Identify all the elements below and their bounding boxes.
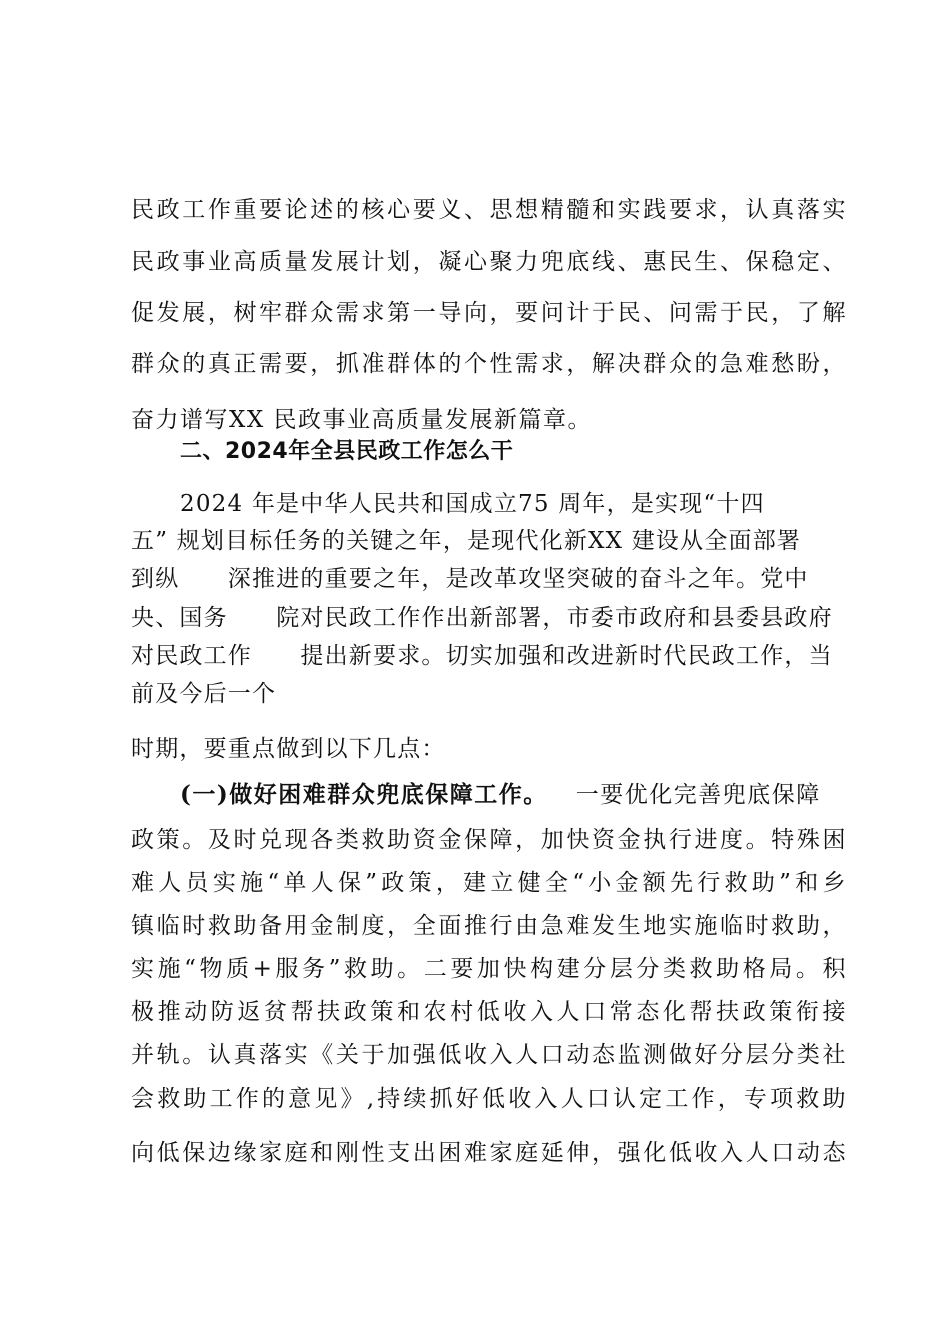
paragraph-line: 向低保边缘家庭和刚性支出困难家庭延伸，强化低收入人口动态: [131, 1140, 847, 1166]
paragraph-line: 并轨。认真落实《关于加强低收入人口动态监测做好分层分类社: [131, 1042, 847, 1068]
paragraph-line: 民政工作重要论述的核心要义、思想精髓和实践要求，认真落实: [131, 197, 847, 223]
paragraph-line: 五” 规划目标任务的关键之年，是现代化新XX 建设从全面部署: [131, 528, 802, 554]
paragraph-line: 到纵 深推进的重要之年，是改革攻坚突破的奋斗之年。党中: [131, 566, 809, 592]
paragraph-line: 群众的真正需要，抓准群体的个性需求，解决群众的急难愁盼，: [131, 351, 847, 377]
subsection-first-line: [180, 780, 821, 810]
paragraph-line: 会救助工作的意见》,持续抓好低收入人口认定工作，专项救助: [131, 1086, 847, 1112]
paragraph-line: 促发展，树牢群众需求第一导向，要问计于民、问需于民，了解: [131, 300, 847, 326]
paragraph-line: 民政事业高质量发展计划，凝心聚力兜底线、惠民生、保稳定、: [131, 249, 847, 275]
subsection-title: (一)做好困难群众兜底保障工作。: [180, 781, 548, 808]
paragraph-line: 奋力谱写XX 民政事业高质量发展新篇章。: [131, 407, 593, 433]
paragraph-line: 对民政工作 提出新要求。切实加强和改进新时代民政工作，当: [131, 643, 833, 669]
paragraph-line: 政策。及时兑现各类救助资金保障，加快资金执行进度。特殊困: [131, 827, 847, 853]
paragraph-line: 前及今后一个: [131, 681, 277, 707]
paragraph-line: 实施“物质+服务”救助。二要加快构建分层分类救助格局。积: [131, 956, 847, 982]
paragraph-line: 极推动防返贫帮扶政策和农村低收入人口常态化帮扶政策衔接: [131, 999, 847, 1025]
paragraph-line: 难人员实施“单人保”政策，建立健全“小金额先行救助”和乡: [131, 870, 847, 896]
subsection-first-line-rest: 一要优化完善兜底保障: [575, 782, 821, 808]
paragraph-line: 镇临时救助备用金制度，全面推行由急难发生地实施临时救助，: [131, 913, 847, 939]
paragraph-line: 时期，要重点做到以下几点：: [131, 736, 446, 762]
section-heading: 二、2024年全县民政工作怎么干: [180, 439, 514, 464]
paragraph-line: 2024 年是中华人民共和国成立75 周年，是实现“十四: [180, 491, 765, 517]
paragraph-line: 央、国务 院对民政工作作出新部署，市委市政府和县委县政府: [131, 605, 833, 631]
